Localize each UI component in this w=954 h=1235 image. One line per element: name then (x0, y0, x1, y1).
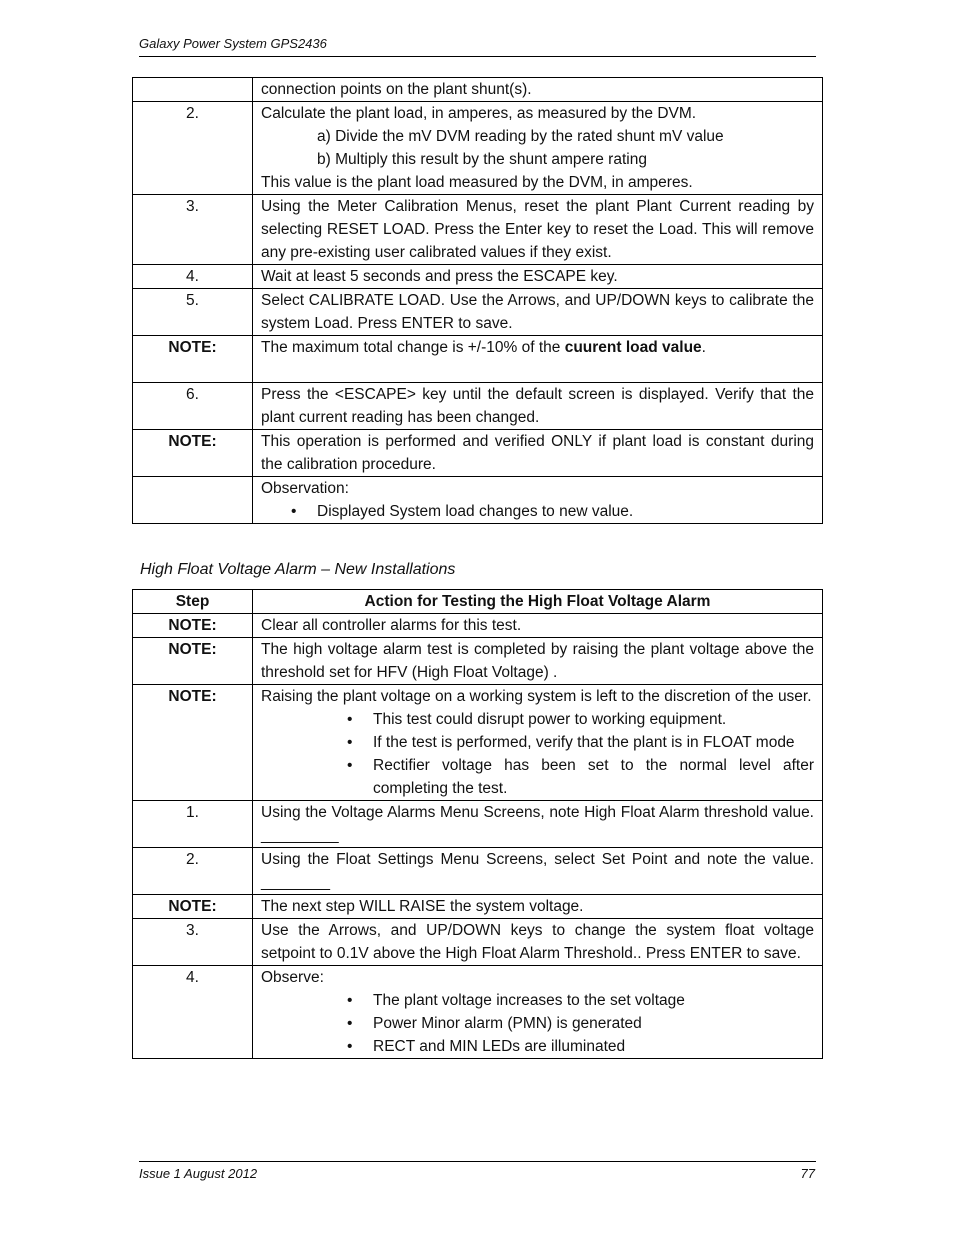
bullet-list (261, 500, 814, 523)
table-row (133, 195, 823, 265)
step-cell: 2. (133, 102, 253, 195)
list-item: • Displayed System load changes to new value. (261, 500, 814, 523)
section-title: High Float Voltage Alarm – New Installations (140, 561, 456, 578)
table-row (133, 78, 823, 102)
note-label: NOTE: (133, 685, 253, 801)
action-cell: Select CALIBRATE LOAD. Use the Arrows, and UP/DOWN keys to calibrate the system Load. Press ENTER to save. (253, 289, 823, 336)
action-cell (253, 685, 823, 801)
page-footer (139, 1166, 815, 1181)
action-cell: Press the <ESCAPE> key until the default screen is displayed. Verify that the plant current reading has been changed. (253, 383, 823, 430)
list-item: • If the test is performed, verify that the plant is in FLOAT mode (261, 731, 814, 754)
step-cell (133, 78, 253, 102)
observe-label: Observe: (261, 969, 324, 986)
table-row (133, 801, 823, 848)
note-text-end: . (701, 339, 706, 356)
list-item: • Power Minor alarm (PMN) is generated (261, 1012, 814, 1035)
table-row (133, 638, 823, 685)
action-subitem: b) Multiply this result by the shunt ampere rating (317, 151, 647, 168)
page-header: Galaxy Power System GPS2436 (139, 36, 327, 51)
action-cell: The high voltage alarm test is completed by raising the plant voltage above the threshold set for HFV (High Float Voltage) . (253, 638, 823, 685)
observation-label: Observation: (261, 480, 349, 497)
action-cell: This operation is performed and verified ONLY if plant load is constant during the calibration procedure. (253, 430, 823, 477)
action-cell (253, 102, 823, 195)
action-cell (253, 966, 823, 1059)
step-cell: 2. (133, 848, 253, 895)
hfv-alarm-test-table (132, 589, 823, 1059)
step-cell: 5. (133, 289, 253, 336)
action-subitem: a) Divide the mV DVM reading by the rated shunt mV value (317, 128, 724, 145)
issue-date: Issue 1 August 2012 (139, 1166, 258, 1181)
bullet-list (261, 989, 814, 1058)
table-row (133, 289, 823, 336)
table-row (133, 102, 823, 195)
table-row (133, 430, 823, 477)
list-item: • RECT and MIN LEDs are illuminated (261, 1035, 814, 1058)
footer-divider (139, 1161, 816, 1162)
list-item: • The plant voltage increases to the set voltage (261, 989, 814, 1012)
action-cell: Using the Float Settings Menu Screens, select Set Point and note the value. ________ (253, 848, 823, 895)
column-header-action: Action for Testing the High Float Voltage Alarm (253, 590, 823, 614)
action-cell (253, 477, 823, 524)
table-row (133, 685, 823, 801)
step-cell: 6. (133, 383, 253, 430)
step-cell: 4. (133, 966, 253, 1059)
note-label: NOTE: (133, 895, 253, 919)
action-cell: Use the Arrows, and UP/DOWN keys to change the system float voltage setpoint to 0.1V above the High Float Alarm Threshold.. Press ENTER to save. (253, 919, 823, 966)
step-cell: 1. (133, 801, 253, 848)
list-item: • This test could disrupt power to working equipment. (261, 708, 814, 731)
calibration-steps-table (132, 77, 823, 524)
action-cell: The next step WILL RAISE the system voltage. (253, 895, 823, 919)
action-text: This value is the plant load measured by the DVM, in amperes. (261, 174, 693, 191)
table-row (133, 895, 823, 919)
bullet-list (261, 708, 814, 800)
note-label: NOTE: (133, 336, 253, 383)
action-cell: connection points on the plant shunt(s). (253, 78, 823, 102)
action-text: Raising the plant voltage on a working system is left to the discretion of the user. (261, 688, 812, 705)
step-cell (133, 477, 253, 524)
header-divider (139, 56, 816, 57)
action-cell: Using the Meter Calibration Menus, reset the plant Plant Current reading by selecting RESET LOAD. Press the Enter key to reset the Load. This will remove any pre-existing user calibrated values if they exist. (253, 195, 823, 265)
table-row (133, 614, 823, 638)
action-text: Calculate the plant load, in amperes, as measured by the DVM. (261, 105, 697, 122)
note-label: NOTE: (133, 614, 253, 638)
table-row (133, 383, 823, 430)
list-item: • Rectifier voltage has been set to the normal level after completing the test. (261, 754, 814, 800)
step-cell: 3. (133, 919, 253, 966)
table-row (133, 336, 823, 383)
step-cell: 3. (133, 195, 253, 265)
note-label: NOTE: (133, 430, 253, 477)
action-cell: Using the Voltage Alarms Menu Screens, note High Float Alarm threshold value. _________ (253, 801, 823, 848)
column-header-step: Step (133, 590, 253, 614)
action-cell: Clear all controller alarms for this test. (253, 614, 823, 638)
table-row (133, 966, 823, 1059)
note-label: NOTE: (133, 638, 253, 685)
step-cell: 4. (133, 265, 253, 289)
note-emphasis: cuurent load value (564, 339, 702, 356)
action-cell: Wait at least 5 seconds and press the ESCAPE key. (253, 265, 823, 289)
table-row (133, 848, 823, 895)
table-row (133, 477, 823, 524)
table-row (133, 919, 823, 966)
table-row (133, 265, 823, 289)
table-header-row (133, 590, 823, 614)
note-text: The maximum total change is +/-10% of the (261, 339, 565, 356)
page-number: 77 (800, 1166, 815, 1181)
action-cell (253, 336, 823, 383)
